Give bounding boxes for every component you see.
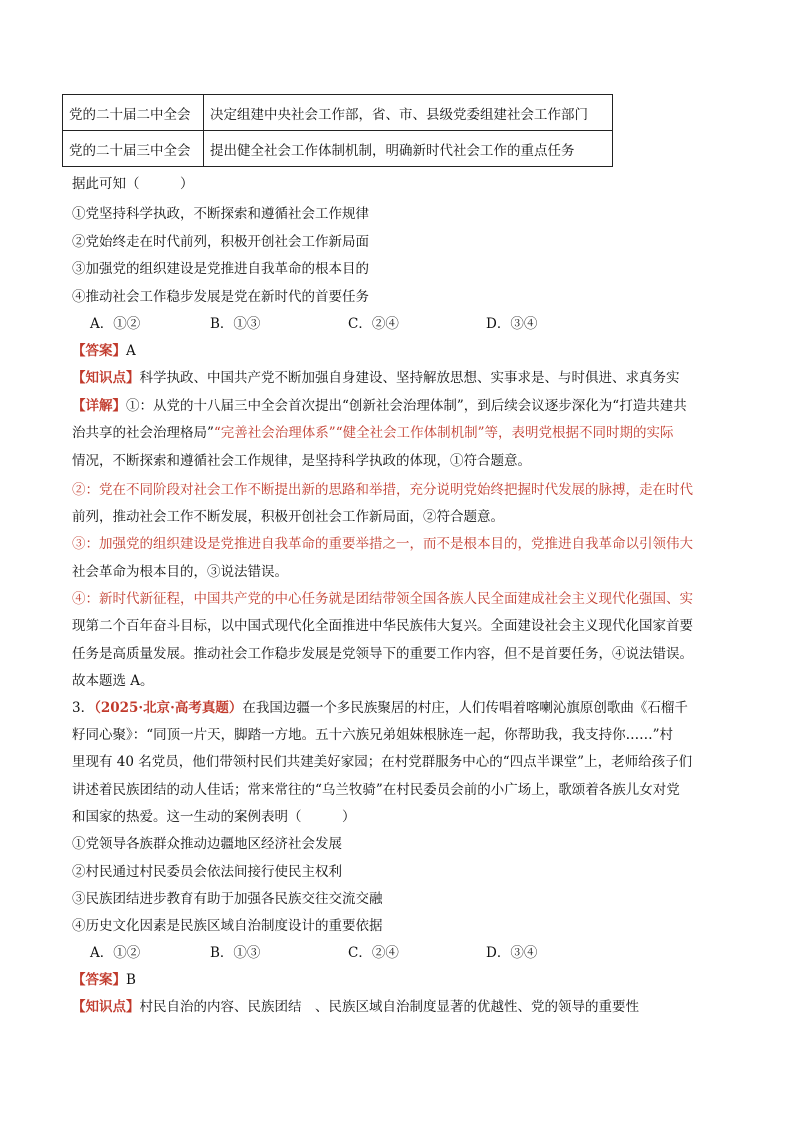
q3-item-2: ②村民通过村民委员会依法间接行使民主权利	[72, 864, 342, 880]
q3-source: （2025·北京·高考真题）	[94, 700, 243, 716]
q2-item-3: ③加强党的组织建设是党推进自我革命的根本目的	[72, 261, 369, 277]
q2-item-2: ②党始终走在时代前列，积极开创社会工作新局面	[72, 234, 369, 250]
q2-detail-2-line-1: ②：党在不同阶段对社会工作不断提出新的思路和举措，充分说明党始终把握时代发展的脉搏，走在时代	[72, 482, 693, 498]
knowledge-point-text: 科学执政、中国共产党不断加强自身建设、坚持解放思想、实事求是、与时俱进、求真务实	[139, 370, 680, 386]
q2-detail-line-2	[72, 423, 674, 443]
q2-detail-2-line-2: 前列，推动社会工作不断发展，积极开创社会工作新局面，②符合题意。	[72, 509, 504, 525]
detail-tag: 【详解】	[72, 398, 126, 414]
q3-answer	[72, 970, 136, 990]
q2-option-d: D．③④	[486, 316, 538, 332]
q3-stem-line-2: 籽同心聚》：“同顶一片天，脚踏一方地。五十六族兄弟姐妹根脉连一起，你帮助我，我支持你……”村	[72, 727, 674, 743]
q3-option-d: D．③④	[486, 945, 538, 961]
q3-stem-text: 在我国边疆一个多民族聚居的村庄，人们传唱着喀喇沁旗原创歌曲《石榴千	[242, 700, 688, 716]
q3-option-b: B．①③	[210, 945, 261, 961]
q2-detail-3-line-1: ③：加强党的组织建设是党推进自我革命的重要举措之一，而不是根本目的，党推进自我革命以引领伟大	[72, 536, 693, 552]
knowledge-point-text: 村民自治的内容、民族团结 、民族区域自治制度显著的优越性、党的领导的重要性	[139, 999, 639, 1015]
table-cell-meeting: 党的二十届二中全会	[63, 95, 204, 131]
q2-detail-line-3: 情况，不断探索和遵循社会工作规律，是坚持科学执政的体现，①符合题意。	[72, 453, 531, 469]
table-cell-meeting: 党的二十届三中全会	[63, 131, 204, 167]
q3-number: 3．	[72, 700, 95, 716]
q2-knowledge-point	[72, 368, 680, 388]
meeting-table	[62, 94, 613, 167]
q3-item-1: ①党领导各族群众推动边疆地区经济社会发展	[72, 836, 342, 852]
answer-tag: 【答案】	[72, 972, 126, 988]
q3-option-a: A．①②	[90, 945, 141, 961]
q2-option-b: B．①③	[210, 316, 261, 332]
q3-stem-line-5: 和国家的热爱。这一生动的案例表明（ ）	[72, 809, 356, 825]
q2-options	[90, 314, 537, 334]
q2-detail-4-line-3: 任务是高质量发展。推动社会工作稳步发展是党领导下的重要工作内容，但不是首要任务，④说法错误。	[72, 646, 693, 662]
knowledge-point-tag: 【知识点】	[72, 999, 140, 1015]
q2-answer	[72, 341, 136, 361]
q2-item-1: ①党坚持科学执政，不断探索和遵循社会工作规律	[72, 206, 369, 222]
table-row	[63, 131, 613, 167]
knowledge-point-tag: 【知识点】	[72, 370, 140, 386]
table-row	[63, 95, 613, 131]
answer-value: B	[126, 972, 136, 988]
q2-stem: 据此可知（ ）	[72, 176, 194, 192]
q2-detail-4-line-1: ④：新时代新征程，中国共产党的中心任务就是团结带领全国各族人民全面建成社会主义现代化强国、实	[72, 591, 693, 607]
answer-value: A	[126, 343, 136, 359]
q2-option-c: C．②④	[348, 316, 399, 332]
q3-options	[90, 943, 537, 963]
q2-detail-4-line-2: 现第二个百年奋斗目标，以中国式现代化全面推进中华民族伟大复兴。全面建设社会主义现代化国家首要	[72, 618, 693, 634]
detail-text-red: “完善社会治理体系”“健全社会工作体制机制”等，表明党根据不同时期的实际	[213, 425, 674, 441]
table-cell-content: 决定组建中央社会工作部，省、市、县级党委组建社会工作部门	[204, 95, 613, 131]
q2-detail-3-line-2: 社会革命为根本目的，③说法错误。	[72, 564, 288, 580]
q2-conclusion: 故本题选 A。	[72, 673, 154, 689]
q3-item-3: ③民族团结进步教育有助于加强各民族交往交流交融	[72, 891, 383, 907]
q3-stem-line-3: 里现有 40 名党员，他们带领村民们共建美好家园；在村党群服务中心的“四点半课堂”上，老师给孩子们	[72, 754, 693, 770]
q2-detail-line-1	[72, 396, 687, 416]
q3-stem-line-1	[72, 698, 688, 718]
q3-knowledge-point	[72, 997, 639, 1017]
answer-tag: 【答案】	[72, 343, 126, 359]
q2-option-a: A．①②	[90, 316, 141, 332]
detail-text: ①：从党的十八届三中全会首次提出“创新社会治理体制”，到后续会议逐步深化为“打造共建共	[126, 398, 687, 414]
q2-item-4: ④推动社会工作稳步发展是党在新时代的首要任务	[72, 289, 369, 305]
table-cell-content: 提出健全社会工作体制机制，明确新时代社会工作的重点任务	[204, 131, 613, 167]
q3-item-4: ④历史文化因素是民族区域自治制度设计的重要依据	[72, 918, 383, 934]
detail-text: 治共享的社会治理格局”	[72, 425, 214, 441]
q3-option-c: C．②④	[348, 945, 399, 961]
q3-stem-line-4: 讲述着民族团结的动人佳话；常来常往的“乌兰牧骑”在村民委员会前的小广场上，歌颂着各族儿女对党	[72, 782, 680, 798]
